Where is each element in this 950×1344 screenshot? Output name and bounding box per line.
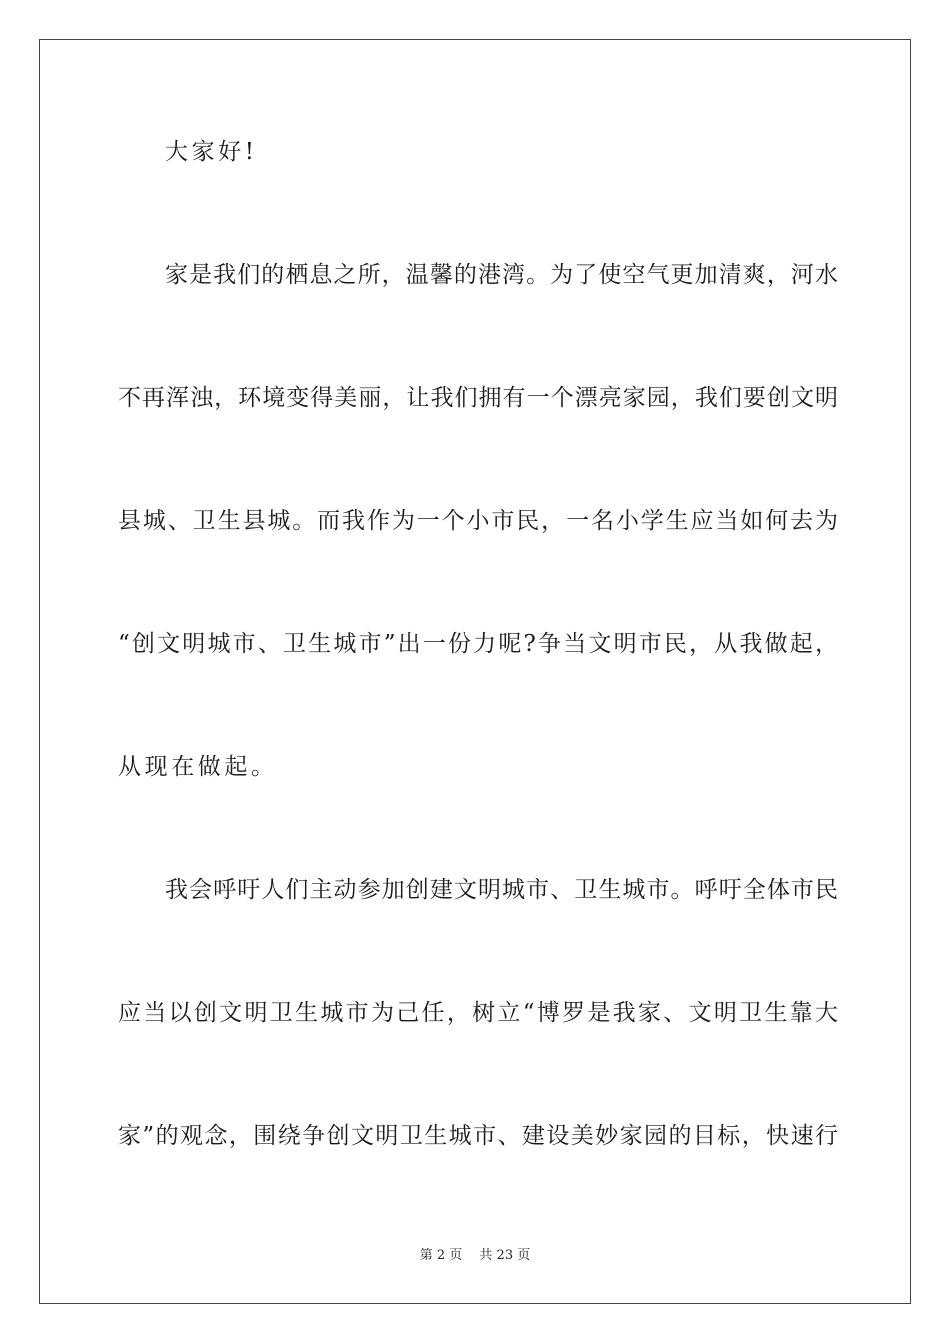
paragraph-2-line-1: 我会呼吁人们主动参加创建文明城市、卫生城市。呼吁全体市民 xyxy=(165,877,838,903)
page-border xyxy=(39,39,911,1304)
paragraph-2-line-2: 应当以创文明卫生城市为己任，树立“博罗是我家、文明卫生靠大 xyxy=(118,1000,838,1026)
paragraph-1-line-3: 县城、卫生县城。而我作为一个小市民，一名小学生应当如何去为 xyxy=(118,508,838,534)
page-number-footer: 第 2 页 共 23 页 xyxy=(419,1248,531,1263)
paragraph-1-line-5: 从现在做起。 xyxy=(118,754,278,780)
paragraph-1-line-4: “创文明城市、卫生城市”出一份力呢?争当文明市民，从我做起， xyxy=(118,631,838,657)
greeting-line: 大家好! xyxy=(165,139,258,165)
paragraph-1-line-2: 不再浑浊，环境变得美丽，让我们拥有一个漂亮家园，我们要创文明 xyxy=(118,385,838,411)
paragraph-2-line-3: 家”的观念，围绕争创文明卫生城市、建设美妙家园的目标，快速行 xyxy=(118,1123,838,1149)
paragraph-1-line-1: 家是我们的栖息之所，温馨的港湾。为了使空气更加清爽，河水 xyxy=(165,262,838,288)
